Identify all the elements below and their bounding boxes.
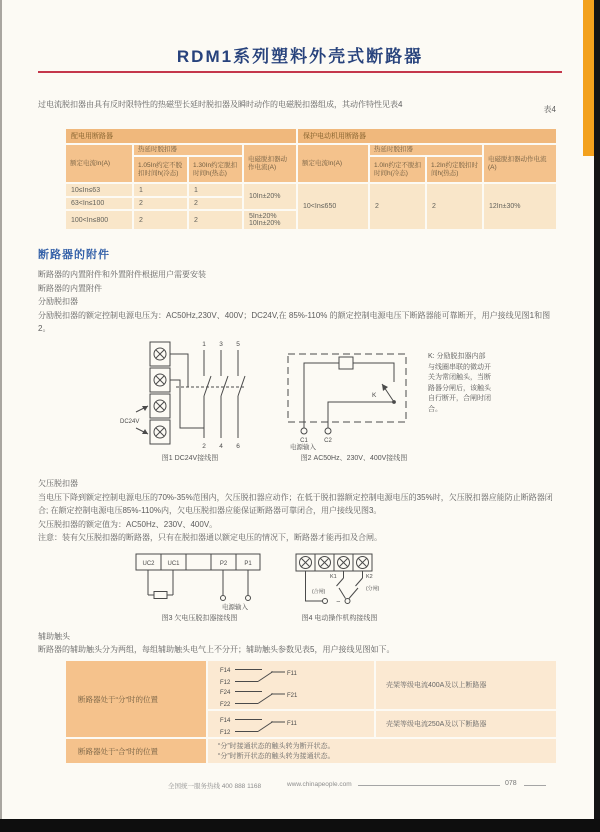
figure1-caption: 图1 DC24V接线图 bbox=[161, 455, 219, 462]
figure4-caption: 图4 电动操作机构接线图 bbox=[301, 615, 378, 622]
contact-label: F22 bbox=[220, 702, 231, 707]
table-cell: 10<In≤650 bbox=[297, 183, 369, 230]
contact-label: F11 bbox=[287, 671, 297, 677]
intro-text: 过电流脱扣器由具有反时限特性的热磁型长延时脱扣器及瞬时动作的电磁脱扣器组成，其动作特性见表4 bbox=[38, 100, 403, 109]
contact-label: F11 bbox=[287, 721, 297, 727]
terminal-label: C2 bbox=[324, 438, 332, 444]
pole-number: 5 bbox=[236, 341, 240, 348]
table-cell: 1 bbox=[188, 183, 243, 197]
table-cell: 12In±30% bbox=[483, 183, 557, 230]
table-cell: 63<In≤100 bbox=[65, 197, 133, 210]
switch-label: K1 bbox=[330, 574, 337, 580]
close-state-line: “分”时断开状态的触头转为接通状态。 bbox=[218, 753, 335, 760]
table-cell: 2 bbox=[133, 197, 188, 210]
table-cell: 2 bbox=[133, 210, 188, 230]
switch-note: (分闸) bbox=[366, 586, 380, 592]
switch-k-label: K bbox=[372, 392, 377, 399]
col-header: 电磁脱扣器动作电流(A) bbox=[243, 144, 297, 183]
paragraph: 欠压脱扣器的额定值为：AC50Hz、230V、400V。 bbox=[38, 519, 218, 529]
shunt-release-circuit-icon bbox=[288, 354, 406, 434]
contact-label: F14 bbox=[220, 718, 231, 724]
terminal-strip-icon bbox=[136, 554, 260, 601]
col-header: 1.0In约定不脱扣时间h(冷态) bbox=[369, 156, 426, 183]
paragraph: 断路器的内置附件和外置附件根据用户需要安装 bbox=[38, 270, 206, 279]
terminal-stack-icon bbox=[150, 342, 170, 444]
power-input-label: 电源输入 bbox=[222, 604, 248, 610]
terminal-label: UC2 bbox=[142, 561, 155, 567]
contact-label: F14 bbox=[220, 668, 231, 674]
table-cell: 2 bbox=[188, 210, 243, 230]
table-cell: 10≤In≤63 bbox=[65, 183, 133, 197]
col-header: 额定电流In(A) bbox=[65, 144, 133, 183]
paragraph: 注意：装有欠压脱扣器的断路器，只有在脱扣器通以额定电压的情况下，断路器才能再扣及合闸。 bbox=[38, 533, 382, 542]
contact-label: F21 bbox=[287, 693, 298, 699]
section-heading-accessories: 断路器的附件 bbox=[38, 249, 110, 261]
footer-website: www.chinapeople.com bbox=[287, 781, 352, 788]
accessories-paragraphs bbox=[38, 268, 562, 336]
frame-note-cell: 壳架等级电流400A及以上断路器 bbox=[375, 660, 557, 710]
col-header: 1.2In约定脱扣时间h(热态) bbox=[426, 156, 483, 183]
subsection-heading: 欠压脱扣器 bbox=[38, 479, 78, 488]
aux-paragraph: 断路器的辅助触头分为两组，每组辅助触头电气上不分开；辅助触头参数见表5，用户接线见图如下。 bbox=[38, 645, 395, 654]
table4-label: 表4 bbox=[543, 105, 556, 114]
footer-rule bbox=[358, 785, 500, 786]
pole-number: 6 bbox=[236, 443, 240, 450]
table-cell: 2 bbox=[369, 183, 426, 230]
terminal-label: UC1 bbox=[167, 561, 180, 567]
table-cell: 1 bbox=[133, 183, 188, 197]
table-cell: 2 bbox=[426, 183, 483, 230]
figure1-dc24v-diagram bbox=[120, 338, 260, 450]
footer-page-number: 078 bbox=[505, 780, 517, 787]
row-label: 断路器处于“合”时的位置 bbox=[65, 738, 207, 764]
paragraph: 当电压下降到额定控制电源电压的70%-35%范围内，欠压脱扣器应动作；在低于脱扣器额定控制电源电压的35%时，欠压脱扣器应能防止断路器闭合; 在额定控制电源电压85%-110%内，欠电压脱扣器应能保证断路器可靠闭合，用户接线见图3。 bbox=[38, 492, 553, 515]
table-cell: 2 bbox=[188, 197, 243, 210]
contact-label: F12 bbox=[220, 730, 231, 735]
pole-number: 3 bbox=[219, 341, 223, 348]
contact-group-icon bbox=[218, 663, 313, 685]
frame-note-cell: 壳架等级电流250A及以下断路器 bbox=[375, 710, 557, 738]
switch-label: K2 bbox=[366, 574, 373, 580]
title-divider bbox=[38, 71, 562, 73]
contact-label: F12 bbox=[220, 680, 231, 685]
characteristics-table bbox=[64, 127, 558, 231]
terminal-label: P2 bbox=[219, 561, 228, 567]
paragraph: 断路器的内置附件 bbox=[38, 283, 102, 293]
table-section-title: 保护电动机用断路器 bbox=[297, 128, 557, 144]
page-title: RDM1系列塑料外壳式断路器 bbox=[176, 47, 424, 66]
figure2-note: K: 分励脱扣器内部与线圈串联的微动开关为常闭触头，当断路器分闸后，该触头自行断开，合闸时闭合。 bbox=[428, 353, 491, 413]
contact-group-icon bbox=[218, 713, 313, 735]
mag-value-line: 10In±20% bbox=[249, 220, 281, 227]
col-group-header: 热延时脱扣器 bbox=[369, 144, 483, 156]
pole-number: 1 bbox=[202, 341, 206, 348]
paragraph: 分励脱扣器 bbox=[38, 297, 78, 306]
footer-hotline: 全国统一服务热线 400 888 1168 bbox=[168, 783, 262, 790]
table-cell bbox=[243, 210, 297, 230]
ac-tilde: ~ bbox=[336, 599, 341, 606]
row-label: 断路器处于“分”时的位置 bbox=[65, 660, 207, 738]
close-state-line: “分”时接通状态的触头转为断开状态。 bbox=[218, 743, 335, 750]
page-bottom-bar bbox=[0, 819, 600, 832]
table-section-title: 配电用断路器 bbox=[65, 128, 297, 144]
contact-diagram-cell bbox=[207, 710, 375, 738]
paragraph: 分励脱扣器的额定控制电源电压为：AC50Hz,230V、400V；DC24V,在 85%-110% 的额定控制电源电压下断路器能可靠断开，用户接线见图1和图2。 bbox=[38, 310, 551, 333]
page-left-edge bbox=[0, 0, 2, 832]
col-header: 电磁脱扣器动作电流 (A) bbox=[483, 144, 557, 183]
col-header: 额定电流In(A) bbox=[297, 144, 369, 183]
orange-section-tab bbox=[583, 0, 594, 156]
undervoltage-section bbox=[38, 477, 562, 545]
table-cell: 100<In≤800 bbox=[65, 210, 133, 230]
pole-number: 2 bbox=[202, 443, 206, 450]
col-header: 1.30In约定脱扣时间h(热态) bbox=[188, 156, 243, 183]
figure3-caption: 图3 欠电压脱扣器接线图 bbox=[161, 615, 238, 622]
table-cell: 10In±20% bbox=[243, 183, 297, 210]
close-state-cell bbox=[207, 738, 557, 764]
contact-label: F24 bbox=[220, 690, 231, 696]
dc24v-label: DC24V bbox=[120, 419, 140, 425]
terminal-label: C1 bbox=[300, 438, 308, 444]
page-right-edge bbox=[594, 0, 600, 832]
figure2-ac-diagram bbox=[282, 350, 422, 450]
col-group-header: 热延时脱扣器 bbox=[133, 144, 243, 156]
aux-contacts-table bbox=[64, 659, 558, 765]
pole-number: 4 bbox=[219, 443, 223, 450]
footer-rule-short bbox=[524, 785, 546, 786]
subsection-heading-aux: 辅助触头 bbox=[38, 632, 70, 641]
terminal-label: P1 bbox=[244, 561, 252, 567]
figure4-motor-operator-diagram bbox=[292, 552, 387, 610]
figure3-undervoltage-diagram bbox=[132, 552, 267, 610]
col-header: 1.05In约定不脱扣时间h(冷态) bbox=[133, 156, 188, 183]
switch-note: (合闸) bbox=[312, 589, 326, 595]
mag-value-line: 5In±20% bbox=[249, 213, 277, 220]
power-input-label: 电源输入 bbox=[290, 444, 316, 450]
contact-group-icon bbox=[218, 685, 313, 707]
contact-diagram-cell bbox=[207, 660, 375, 710]
figure2-caption: 图2 AC50Hz、230V、400V接线图 bbox=[300, 455, 408, 462]
